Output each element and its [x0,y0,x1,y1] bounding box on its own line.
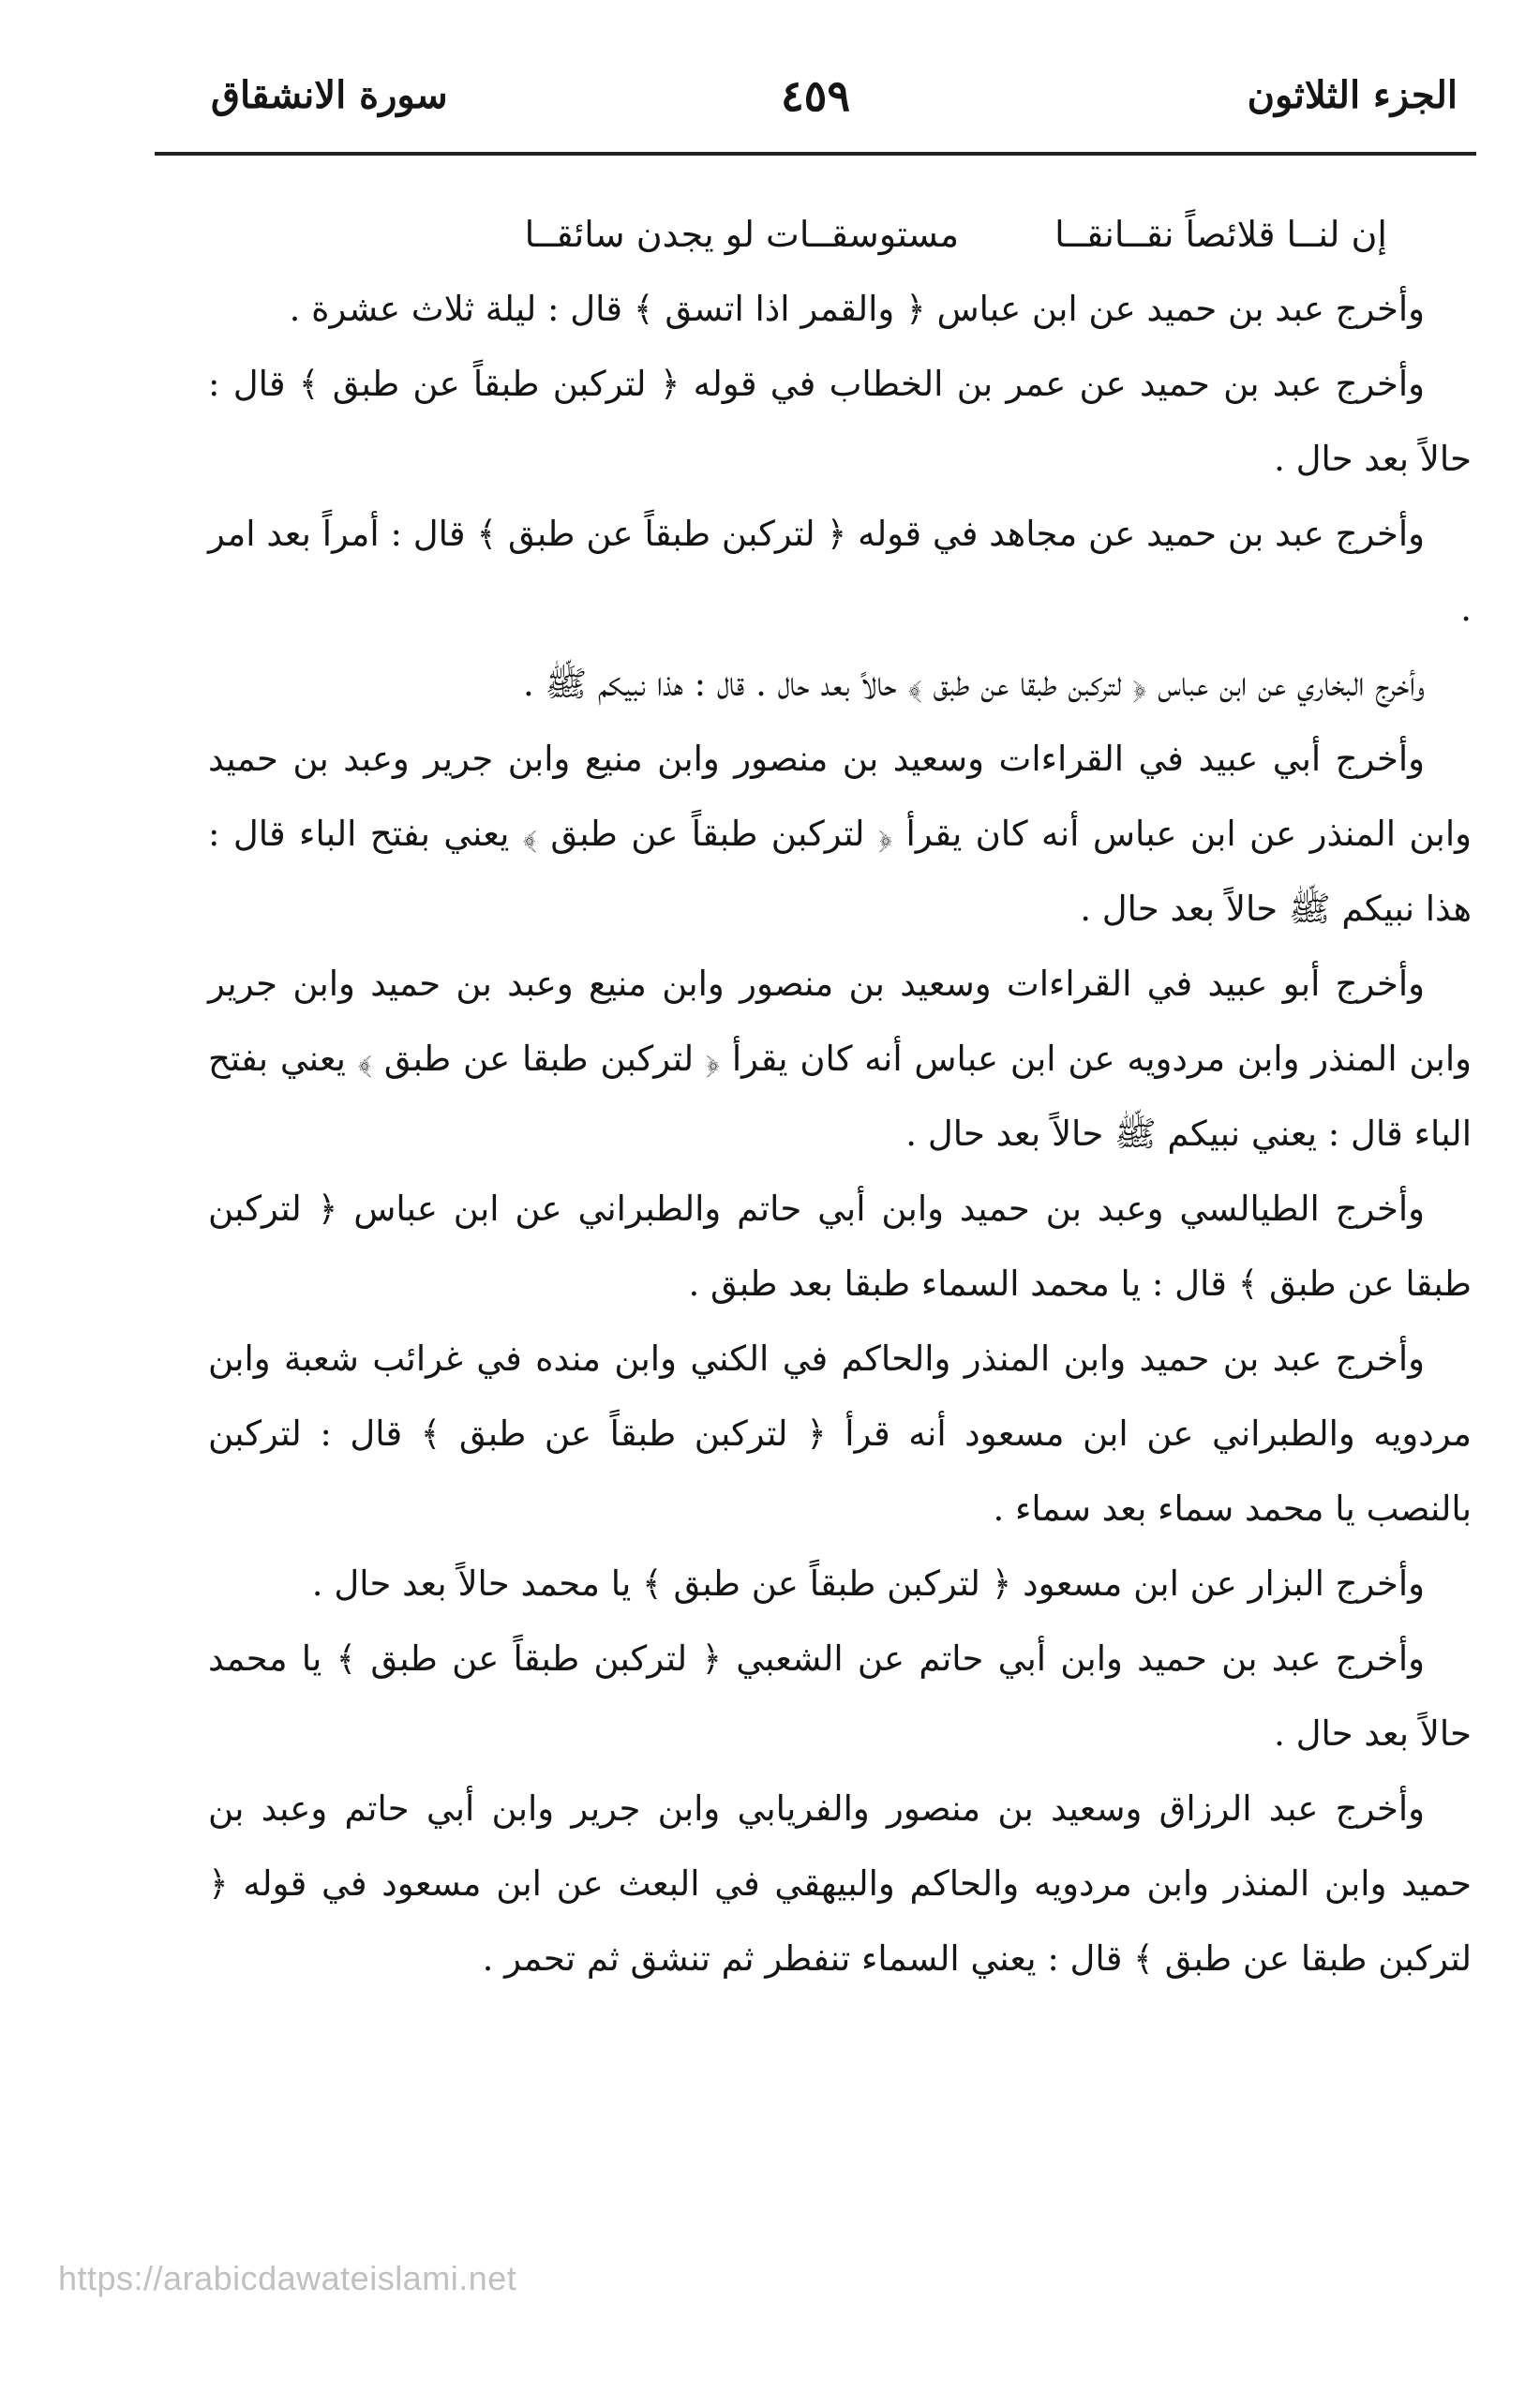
poetry-verse [208,197,1472,272]
narration-paragraph: وأخرج عبد بن حميد وابن المنذر والحاكم في الكني وابن منده في غرائب شعبة وابن مردويه والطبراني عن ابن مسعود أنه قرأ ﴿ لتركبن طبقاً عن طبق ﴾ قال : لتركبن بالنصب يا محمد سماء بعد سماء . [208,1339,1472,1529]
verse-first-hemistich: إن لنــا قلائصاً نقــانقــا [1054,214,1387,255]
narration-paragraph: وأخرج عبد بن حميد عن مجاهد في قوله ﴿ لتركبن طبقاً عن طبق ﴾ قال : أمراً بعد امر . [208,514,1472,629]
page-body [208,197,1472,1997]
page-number: ٤٥٩ [780,70,851,121]
narration-paragraph: وأخرج البخاري عن ابن عباس ﴿ لتركبن طبقا عن طبق ﴾ حالاً بعد حال . قال : هذا نبيكم ﷺ . [522,664,1425,704]
verse-second-hemistich: مستوسقــات لو يجدن سائقــا [524,214,960,255]
narration-paragraph: وأخرج الطيالسي وعبد بن حميد وابن أبي حاتم والطبراني عن ابن عباس ﴿ لتركبن طبقا عن طبق ﴾ قال : يا محمد السماء طبقا بعد طبق . [208,1189,1472,1304]
narration-paragraph: وأخرج عبد الرزاق وسعيد بن منصور والفريابي وابن جرير وابن أبي حاتم وعبد بن حميد وابن المنذر وابن مردويه والحاكم والبيهقي في البعث عن ابن مسعود في قوله ﴿ لتركبن طبقا عن طبق ﴾ قال : يعني السماء تنفطر ثم تنشق ثم تحمر . [208,1788,1472,1979]
surah-title: سورة الانشقاق [211,73,448,117]
narration-paragraph: وأخرج البزار عن ابن مسعود ﴿ لتركبن طبقاً عن طبق ﴾ يا محمد حالاً بعد حال . [311,1563,1425,1604]
narration-paragraph: وأخرج عبد بن حميد عن ابن عباس ﴿ والقمر اذا اتسق ﴾ قال : ليلة ثلاث عشرة . [289,289,1425,329]
narration-paragraph: وأخرج أبو عبيد في القراءات وسعيد بن منصور وابن منيع وعبد بن حميد وابن جرير وابن المنذر وابن مردويه عن ابن عباس أنه كان يقرأ ﴿ لتركبن طبقا عن طبق ﴾ يعني بفتح الباء قال : يعني نبيكم ﷺ حالاً بعد حال . [208,964,1472,1154]
narration-paragraph: وأخرج أبي عبيد في القراءات وسعيد بن منصور وابن منيع وابن جرير وعبد بن حميد وابن المنذر عن ابن عباس أنه كان يقرأ ﴿ لتركبن طبقاً عن طبق ﴾ يعني بفتح الباء قال : هذا نبيكم ﷺ حالاً بعد حال . [208,739,1472,929]
page-header [155,49,1476,142]
narration-paragraph: وأخرج عبد بن حميد وابن أبي حاتم عن الشعبي ﴿ لتركبن طبقاً عن طبق ﴾ يا محمد حالاً بعد حال . [208,1638,1472,1754]
source-watermark: https://arabicdawateislami.net [58,2259,517,2297]
narration-paragraph: وأخرج عبد بن حميد عن عمر بن الخطاب في قوله ﴿ لتركبن طبقاً عن طبق ﴾ قال : حالاً بعد حال . [208,364,1472,479]
header-divider [155,152,1476,156]
part-title: الجزء الثلاثون [1247,73,1458,117]
